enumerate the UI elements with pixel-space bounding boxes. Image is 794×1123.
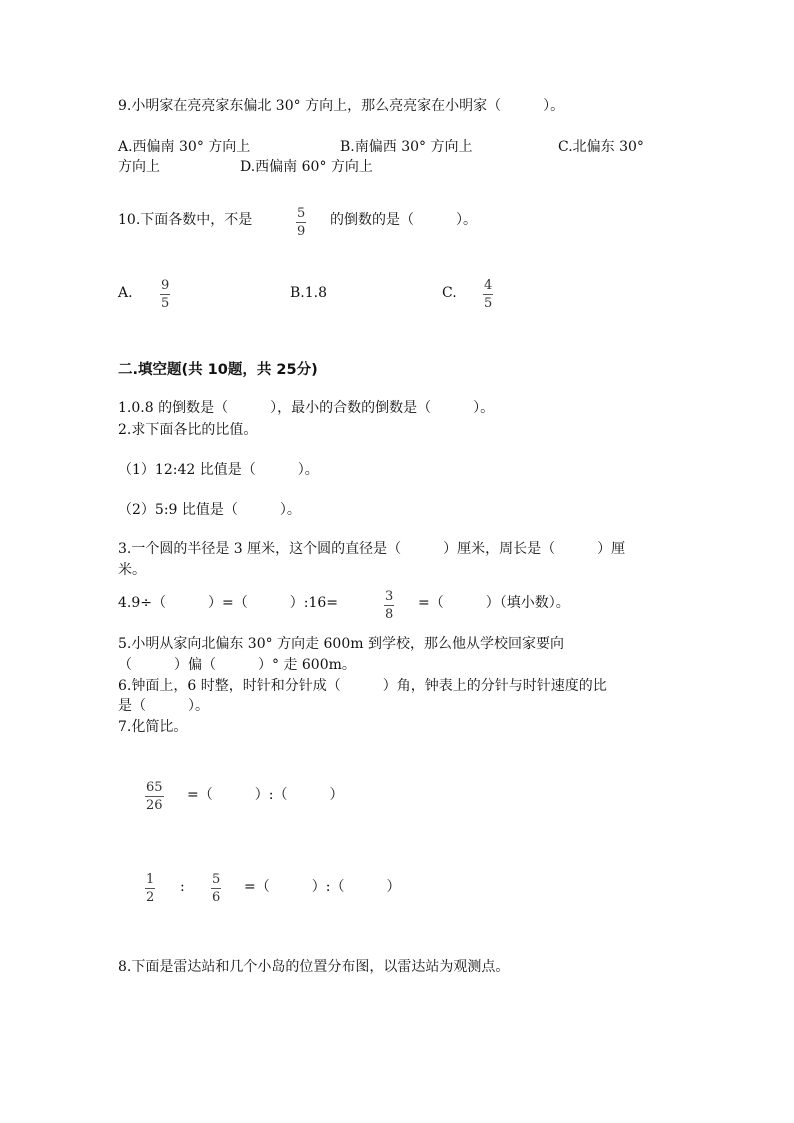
fill-5-line2: （ ）偏（ ）° 走 600m。 — [118, 657, 356, 673]
q10-option-a-label: A. — [118, 285, 133, 301]
fraction-denominator: 9 — [297, 224, 306, 239]
q9-option-b: B.南偏西 30° 方向上 — [340, 139, 473, 155]
fill-6-line1: 6.钟面上，6 时整，时针和分针成（ ）角，钟表上的分针与时针速度的比 — [118, 678, 607, 694]
fraction-numerator: 5 — [212, 872, 221, 887]
q10-option-c-fraction — [483, 278, 493, 311]
q10-option-b: B.1.8 — [290, 285, 328, 301]
fill-8: 8.下面是雷达站和几个小岛的位置分布图，以雷达站为观测点。 — [118, 959, 510, 975]
fill-7b-fraction-1 — [145, 872, 155, 905]
fill-2-2: （2）5:9 比值是（ ）。 — [118, 502, 301, 518]
q10-option-a-fraction — [160, 278, 170, 311]
fraction-numerator: 1 — [146, 872, 155, 887]
fraction-denominator: 6 — [212, 890, 221, 905]
fill-2: 2.求下面各比的比值。 — [118, 422, 258, 438]
fill-6-line2: 是（ ）。 — [118, 698, 209, 714]
fill-5-line1: 5.小明从家向北偏东 30° 方向走 600m 到学校，那么他从学校回家要向 — [118, 636, 564, 652]
fill-7a-expression: =（ ）:（ ） — [187, 787, 344, 803]
fill-7a-fraction — [145, 780, 164, 813]
fill-1: 1.0.8 的倒数是（ ），最小的合数的倒数是（ ）。 — [118, 400, 495, 416]
fraction-numerator: 9 — [161, 278, 170, 293]
fraction-denominator: 2 — [146, 890, 155, 905]
fill-2-1: （1）12:42 比值是（ ）。 — [118, 462, 319, 478]
fraction-numerator: 65 — [146, 780, 163, 795]
fraction-denominator: 5 — [161, 296, 170, 311]
section-title: 二.填空题(共 10题，共 25分) — [118, 362, 318, 378]
q9-option-c: C.北偏东 30° — [558, 139, 644, 155]
fill-7b-expression: =（ ）:（ ） — [244, 879, 401, 895]
fraction-numerator: 3 — [385, 589, 394, 604]
q9-stem: 9.小明家在亮亮家东偏北 30° 方向上，那么亮亮家在小明家（ ）。 — [118, 98, 565, 114]
q9-option-d: D.西偏南 60° 方向上 — [240, 159, 373, 175]
fill-3-line2: 米。 — [118, 562, 146, 578]
q10-stem-fraction — [296, 206, 306, 239]
fraction-numerator: 4 — [484, 278, 493, 293]
q9-option-c-cont: 方向上 — [118, 159, 160, 175]
fill-4-before: 4.9÷（ ）=（ ）:16= — [118, 595, 338, 611]
q10-stem-after: 的倒数的是（ ）。 — [330, 212, 477, 228]
q10-option-c-label: C. — [442, 285, 457, 301]
fill-7: 7.化简比。 — [118, 719, 188, 735]
fraction-denominator: 5 — [484, 296, 493, 311]
fill-3-line1: 3.一个圆的半径是 3 厘米，这个圆的直径是（ ）厘米，周长是（ ）厘 — [118, 541, 626, 557]
fill-7b-colon: : — [180, 879, 185, 895]
fill-4-fraction — [384, 589, 394, 622]
fraction-denominator: 8 — [385, 607, 394, 622]
fraction-denominator: 26 — [146, 798, 163, 813]
fill-7b-fraction-2 — [211, 872, 221, 905]
q10-stem-before: 10.下面各数中，不是 — [118, 212, 253, 228]
fill-4-after: =（ ）（填小数）。 — [418, 595, 570, 611]
fraction-numerator: 5 — [297, 206, 306, 221]
q9-option-a: A.西偏南 30° 方向上 — [118, 139, 251, 155]
